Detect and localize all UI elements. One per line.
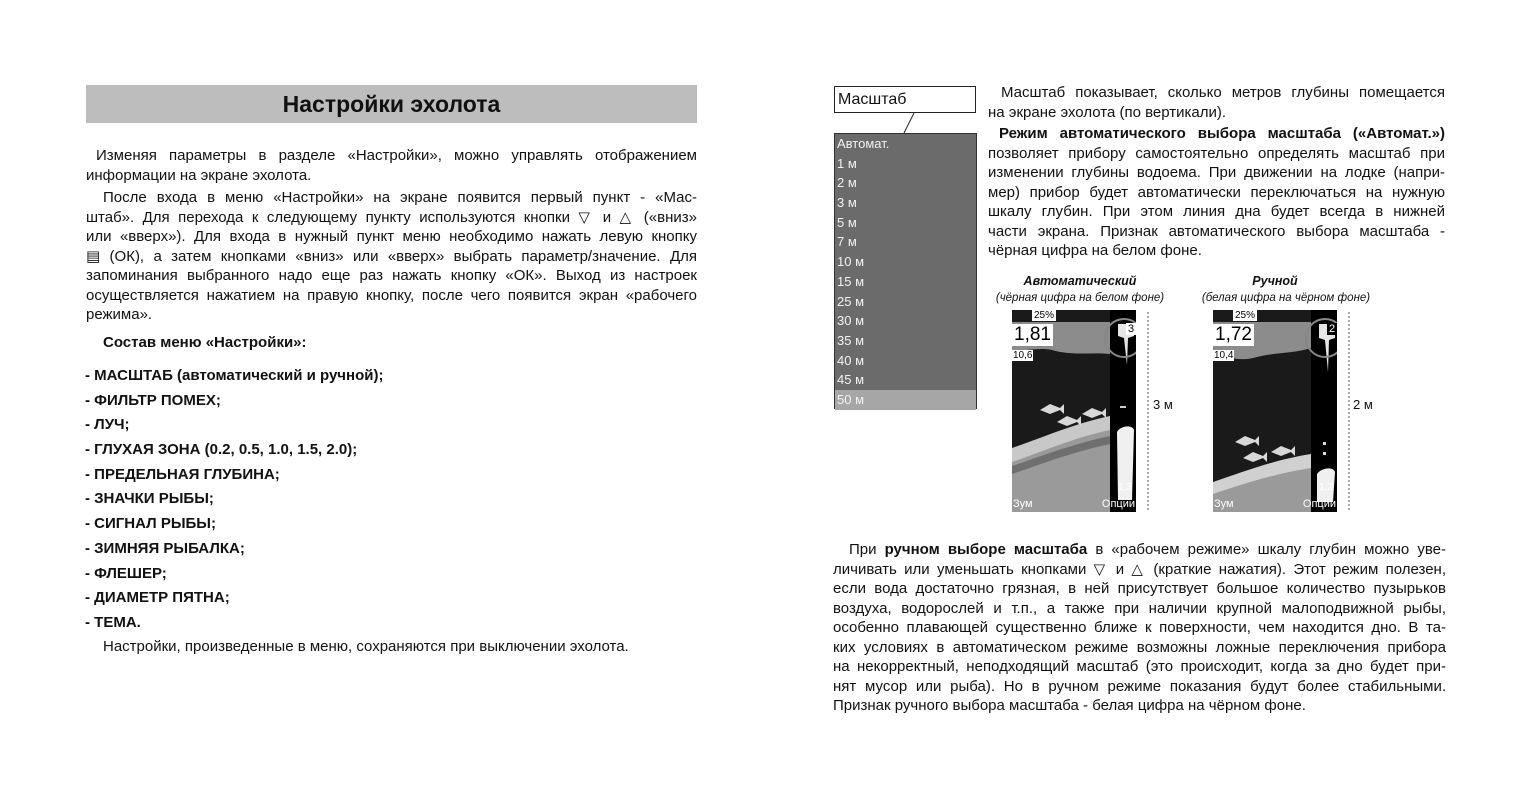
- manual-line: если вода достаточно грязная, в ней присутствует большое количество пузырьков: [833, 580, 1446, 597]
- diagram-manual-subtitle: (белая цифра на чёрном фоне): [1201, 292, 1371, 304]
- auto-mode-paragraph: [988, 124, 1445, 261]
- scale-desc-line: на экране эхолота (по вертикали).: [988, 103, 1227, 121]
- diagram-auto-title: Автоматический: [1023, 274, 1137, 288]
- scale-label-manual: 2 м: [1353, 397, 1373, 412]
- scale-option: Автомат.: [837, 136, 890, 151]
- auto-line: позволяет прибору самостоятельно определять масштаб при: [988, 144, 1445, 162]
- scale-option: 1 м: [837, 155, 857, 171]
- auto-mode-heading: Режим автоматического выбора масштаба («Автомат.»): [999, 125, 1445, 142]
- scale-option: 15 м: [837, 273, 865, 289]
- diagram-manual-title: Ручной: [1252, 274, 1298, 288]
- scale-option: 30 м: [837, 313, 865, 329]
- scale-label-auto: 3 м: [1153, 397, 1173, 412]
- list-item: - ФИЛЬТР ПОМЕХ;: [85, 391, 221, 409]
- intro-line: Изменяя параметры в разделе «Настройки», можно управлять отображением: [96, 147, 697, 164]
- nav-line: ▤ (ОК), а затем кнопками «вниз» или «вверх» выбрать параметр/значение. Для: [86, 247, 697, 265]
- scale-option: 5 м: [837, 214, 857, 230]
- auto-line: чёрная цифра на белом фоне.: [988, 242, 1202, 259]
- depth-value: 1,72: [1215, 324, 1252, 345]
- zoom-label: Зум: [1013, 498, 1033, 510]
- manual-first-line: [833, 540, 1446, 560]
- list-item: - ГЛУХАЯ ЗОНА (0.2, 0.5, 1.0, 1.5, 2.0);: [85, 441, 358, 459]
- footer-note: Настройки, произведенные в меню, сохраняются при выключении эхолота.: [103, 638, 629, 655]
- scale-option: 45 м: [837, 372, 865, 388]
- scale-description: [988, 83, 1445, 122]
- list-item: - СИГНАЛ РЫБЫ;: [85, 515, 216, 533]
- scale-menu-label: Масштаб: [834, 86, 976, 113]
- auto-line: шкалу глубин. При этом линия дна будет всегда в нижней: [988, 203, 1445, 220]
- scale-option: 25 м: [837, 293, 865, 309]
- manual-mode-paragraph: [833, 540, 1446, 716]
- manual-line: Признак ручного выбора масштаба - белая цифра на чёрном фоне.: [833, 697, 1306, 714]
- depth-value: 1,81: [1014, 324, 1051, 345]
- temperature-value: 10,4: [1214, 350, 1234, 361]
- intro-paragraph: [86, 146, 697, 185]
- manual-line: нят мусор или рыба). Но в ручном режиме показания будут более стабильными.: [833, 677, 1446, 695]
- manual-first-rest: в «рабочем режиме» шкалу глубин можно уве-: [1087, 541, 1446, 558]
- manual-line: на некорректный, неподходящий масштаб (это происходит, когда за дно будет при-: [833, 658, 1446, 675]
- nav-line: режима».: [86, 306, 153, 323]
- navigation-paragraph: [86, 188, 697, 325]
- nav-line: запоминания выбранного надо еще раз нажать кнопку «ОК». Выход из настроек: [86, 267, 697, 284]
- scale-option: 10 м: [837, 254, 865, 270]
- connector-line: [900, 113, 920, 134]
- list-item: - ЗИМНЯЯ РЫБАЛКА;: [85, 539, 245, 557]
- scale-option: 40 м: [837, 352, 865, 368]
- page-title: Настройки эхолота: [86, 85, 697, 123]
- battery-percent: 25%: [1034, 310, 1055, 321]
- nav-line: После входа в меню «Настройки» на экране появится первый пункт - «Мас-: [103, 189, 697, 206]
- scale-digit: 3: [1128, 323, 1135, 335]
- list-item: - ПРЕДЕЛЬНАЯ ГЛУБИНА;: [85, 465, 280, 483]
- bottom-depth-value: 1,2: [1319, 482, 1333, 493]
- list-item: - ЛУЧ;: [85, 416, 130, 434]
- manual-line: ких условиях в автоматическом режиме возможны ложные переключения прибора: [833, 638, 1446, 656]
- diagram-auto-subtitle: (чёрная цифра на белом фоне): [995, 292, 1165, 304]
- intro-line: информации на экране эхолота.: [86, 166, 312, 184]
- nav-line: штаб». Для перехода к следующему пункту используются кнопки ▽ и △ («вниз»: [86, 208, 697, 226]
- options-label: Опции: [1101, 498, 1135, 510]
- manual-intro-text: При: [849, 541, 885, 558]
- scale-option: 2 м: [837, 175, 857, 191]
- menu-items-list: [85, 364, 685, 636]
- scale-dimension-line: [1339, 312, 1353, 512]
- scale-desc-line: Масштаб показывает, сколько метров глубины помещается: [1001, 84, 1445, 101]
- options-label: Опции: [1302, 498, 1336, 510]
- auto-line: мер) прибор будет автоматически переключаться на нужную: [988, 183, 1445, 201]
- list-item: - ДИАМЕТР ПЯТНА;: [85, 589, 230, 607]
- manual-line: воздуха, водорослей и т.п., а также при наличии крупной малоподвижной рыбы,: [833, 599, 1446, 617]
- manual-line: личивать или уменьшать кнопками ▽ и △ (краткие нажатия). Этот режим полезен,: [833, 560, 1446, 578]
- manual-bold-text: ручном выборе масштаба: [884, 541, 1088, 558]
- bottom-depth-value: 1,3: [1118, 482, 1132, 493]
- scale-digit: 2: [1329, 323, 1336, 335]
- list-item: - ТЕМА.: [85, 613, 141, 631]
- manual-line: особенно плавающей существенно ближе к поверхности, чем находится дно. В та-: [833, 619, 1446, 636]
- menu-heading: Состав меню «Настройки»:: [103, 334, 307, 351]
- auto-line: части экрана. Признак автоматического выбора масштаба -: [988, 222, 1445, 240]
- list-item: - ЗНАЧКИ РЫБЫ;: [85, 490, 214, 508]
- scale-option: 7 м: [837, 234, 857, 250]
- nav-line: осуществляется нажатием на правую кнопку, после чего появится экран «рабочего: [86, 286, 697, 304]
- battery-percent: 25%: [1235, 310, 1256, 321]
- zoom-label: Зум: [1214, 498, 1234, 510]
- sonar-screen-manual: [1213, 310, 1337, 512]
- scale-option-selected: 50 м: [835, 390, 976, 410]
- list-item: - ФЛЕШЕР;: [85, 564, 167, 582]
- scale-option: 35 м: [837, 332, 865, 348]
- list-item: - МАСШТАБ (автоматический и ручной);: [85, 367, 384, 384]
- nav-line: или «вверх»). Для входа в нужный пункт меню необходимо нажать левую кнопку: [86, 228, 697, 245]
- auto-line: изменении глубины водоема. При движении на лодке (напри-: [988, 164, 1445, 181]
- scale-options-list: [834, 133, 977, 409]
- scale-option: 3 м: [837, 195, 857, 211]
- sonar-screen-auto: [1012, 310, 1136, 512]
- scale-dimension-line: [1138, 312, 1152, 512]
- temperature-value: 10,6: [1013, 350, 1033, 361]
